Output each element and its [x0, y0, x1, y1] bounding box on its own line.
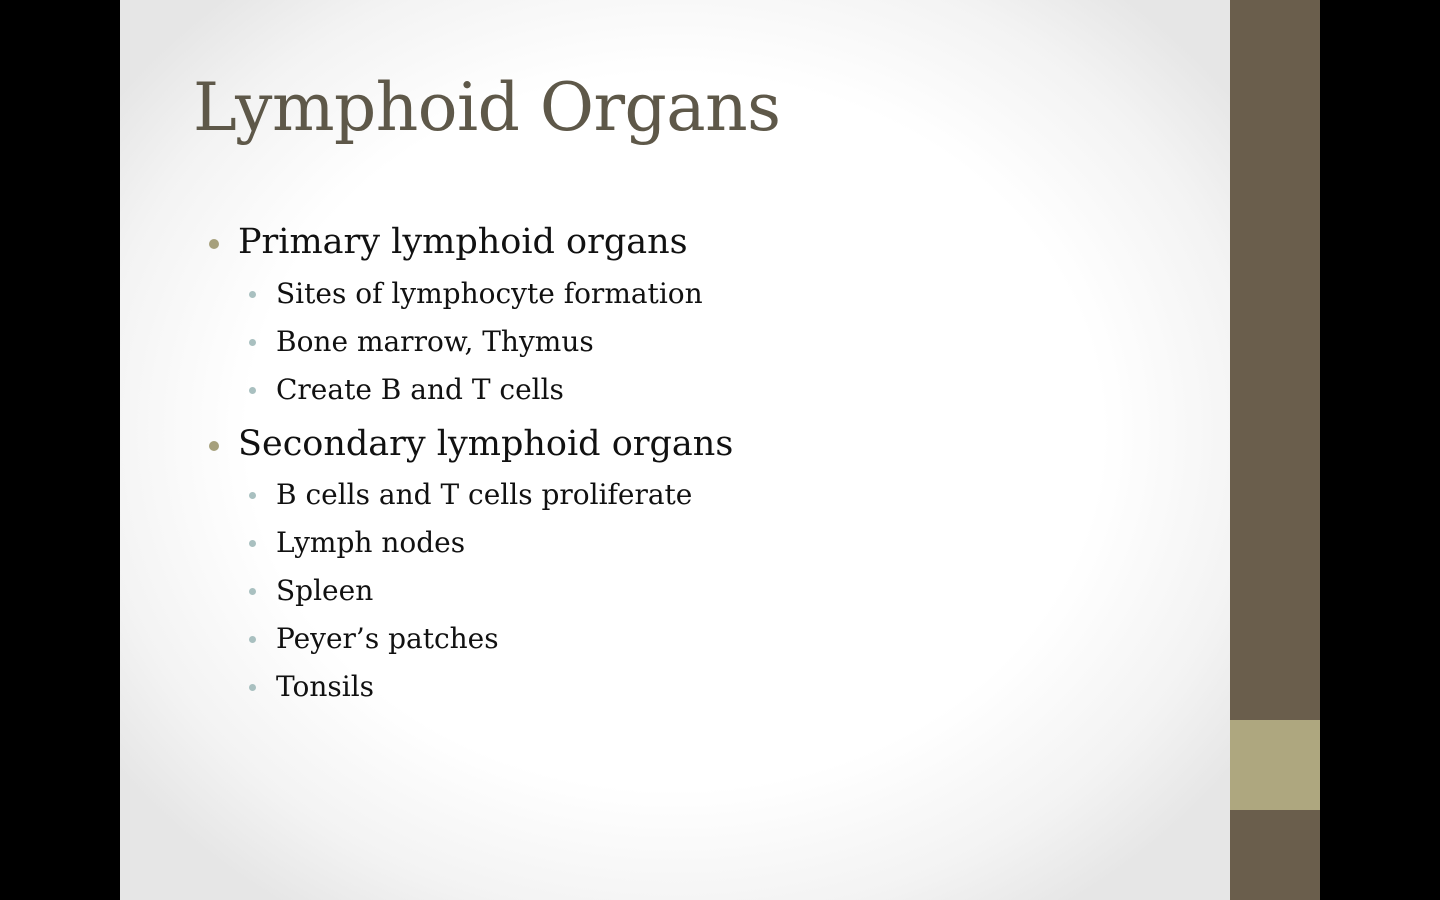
slide-content — [206, 0, 1106, 900]
slide — [120, 0, 1230, 900]
sub-bullet-dot-icon — [249, 636, 256, 643]
bullet-dot-icon — [209, 441, 219, 451]
bullet-dot-icon — [209, 239, 219, 249]
sub-bullet-dot-icon — [249, 684, 256, 691]
sub-bullet-dot-icon — [249, 387, 256, 394]
accent-bar-dark-top — [1230, 0, 1320, 720]
sub-bullet-text: Sites of lymphocyte formation — [276, 277, 703, 310]
sub-bullet-text: B cells and T cells proliferate — [276, 478, 693, 511]
sub-bullet-dot-icon — [249, 540, 256, 547]
sub-bullet-text: Lymph nodes — [276, 526, 466, 559]
sub-bullet-text: Peyer’s patches — [276, 622, 499, 655]
sub-bullet-dot-icon — [249, 492, 256, 499]
sub-bullet-dot-icon — [249, 588, 256, 595]
bullet-text: Primary lymphoid organs — [238, 222, 688, 262]
sub-bullet-text: Create B and T cells — [276, 373, 564, 406]
slide-title: Lymphoid Organs — [193, 69, 781, 146]
accent-bar-light — [1230, 720, 1320, 810]
sub-bullet-text: Spleen — [276, 574, 374, 607]
sub-bullet-text: Bone marrow, Thymus — [276, 325, 594, 358]
bullet-text: Secondary lymphoid organs — [238, 424, 734, 464]
accent-bar-dark-bottom — [1230, 810, 1320, 900]
sub-bullet-dot-icon — [249, 291, 256, 298]
sub-bullet-dot-icon — [249, 339, 256, 346]
sub-bullet-text: Tonsils — [276, 670, 375, 703]
